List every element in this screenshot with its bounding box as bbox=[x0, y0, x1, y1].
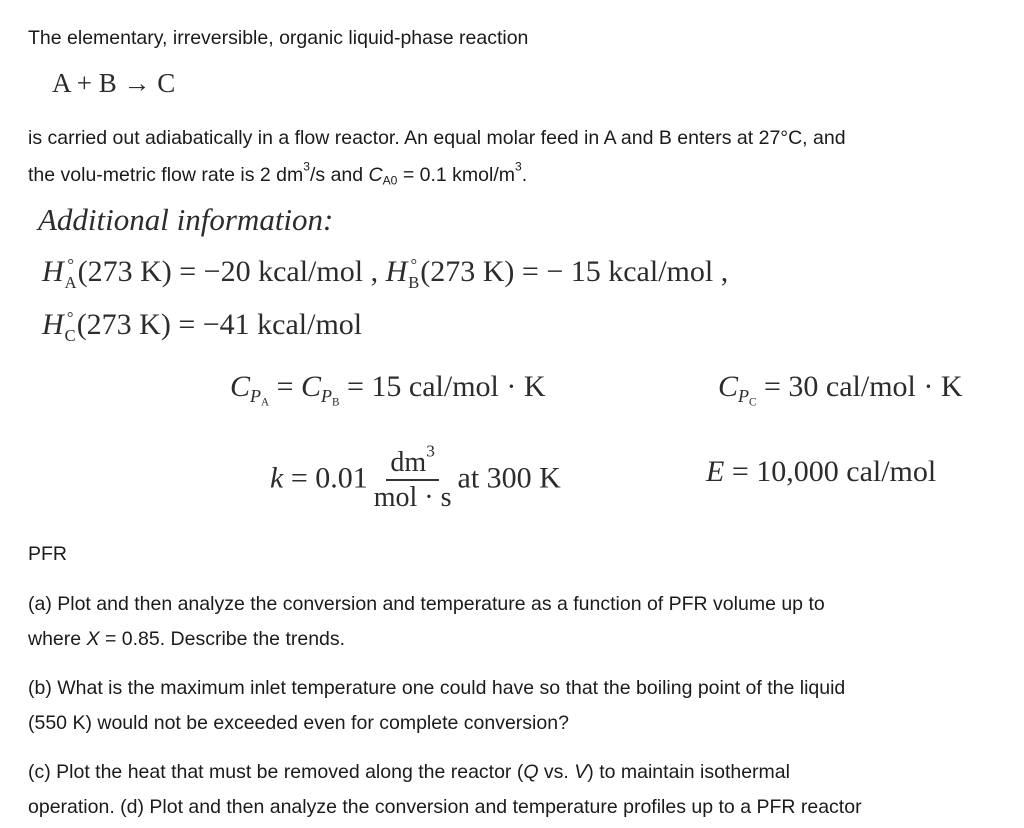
heat-capacity-c: $C_{P_C} = 30$ cal/mol · K bbox=[718, 370, 963, 409]
cao-symbol: C bbox=[368, 164, 383, 186]
enthalpy-c: (273 K) = −41 kcal/mol bbox=[76, 308, 363, 341]
enthalpy-b: (273 K) = − 15 kcal/mol , bbox=[420, 255, 729, 288]
enthalpy-line-2: H ° C (273 K) = −41 kcal/mol bbox=[42, 308, 363, 345]
question-d-line: operation. (d) Plot and then analyze the conversion and temperature profiles up to a PFR reactor bbox=[28, 796, 862, 818]
question-a-line-2: where X = 0.85. Describe the trends. bbox=[28, 628, 346, 650]
activation-energy: E = 10,000 cal/mol bbox=[706, 455, 937, 488]
reaction-equation: A + B → C bbox=[52, 68, 176, 98]
rate-units-fraction: $\frac{dm^3}{\text{mol · s}}$ bbox=[373, 441, 452, 514]
section-label-pfr: PFR bbox=[28, 543, 67, 565]
enthalpy-a: (273 K) = −20 kcal/mol bbox=[77, 255, 364, 288]
heat-capacity-ab: $C_{P_A} = C_{P_B} = 15$ cal/mol · K bbox=[230, 370, 546, 409]
question-b-line-2: (550 K) would not be exceeded even for complete conversion? bbox=[28, 712, 569, 734]
additional-information-heading: Additional information: bbox=[38, 202, 334, 237]
question-c-line-1: (c) Plot the heat that must be removed along the reactor (Q vs. V) to maintain isothermal bbox=[28, 761, 790, 783]
question-a-line-1: (a) Plot and then analyze the conversion and temperature as a function of PFR volume up to bbox=[28, 593, 825, 615]
enthalpy-line-1: H ° A (273 K) = −20 kcal/mol , H ° B (273 K) = − 15 kcal/mol , bbox=[42, 255, 729, 292]
question-b-line-1: (b) What is the maximum inlet temperature one could have so that the boiling point of the liquid bbox=[28, 677, 846, 699]
conditions-line-2: the volu-metric flow rate is 2 $dm^3/s$ and $C_{A0} = 0.1$ kmol/$m^3$. bbox=[28, 159, 528, 188]
intro-text: The elementary, irreversible, organic liquid-phase reaction bbox=[28, 27, 529, 49]
conditions-line-1: is carried out adiabatically in a flow reactor. An equal molar feed in A and B enters at 27°C, and bbox=[28, 127, 846, 149]
rate-constant: k = 0.01 $\frac{dm^3}{\text{mol · s}}$ at 300 K bbox=[270, 441, 561, 514]
